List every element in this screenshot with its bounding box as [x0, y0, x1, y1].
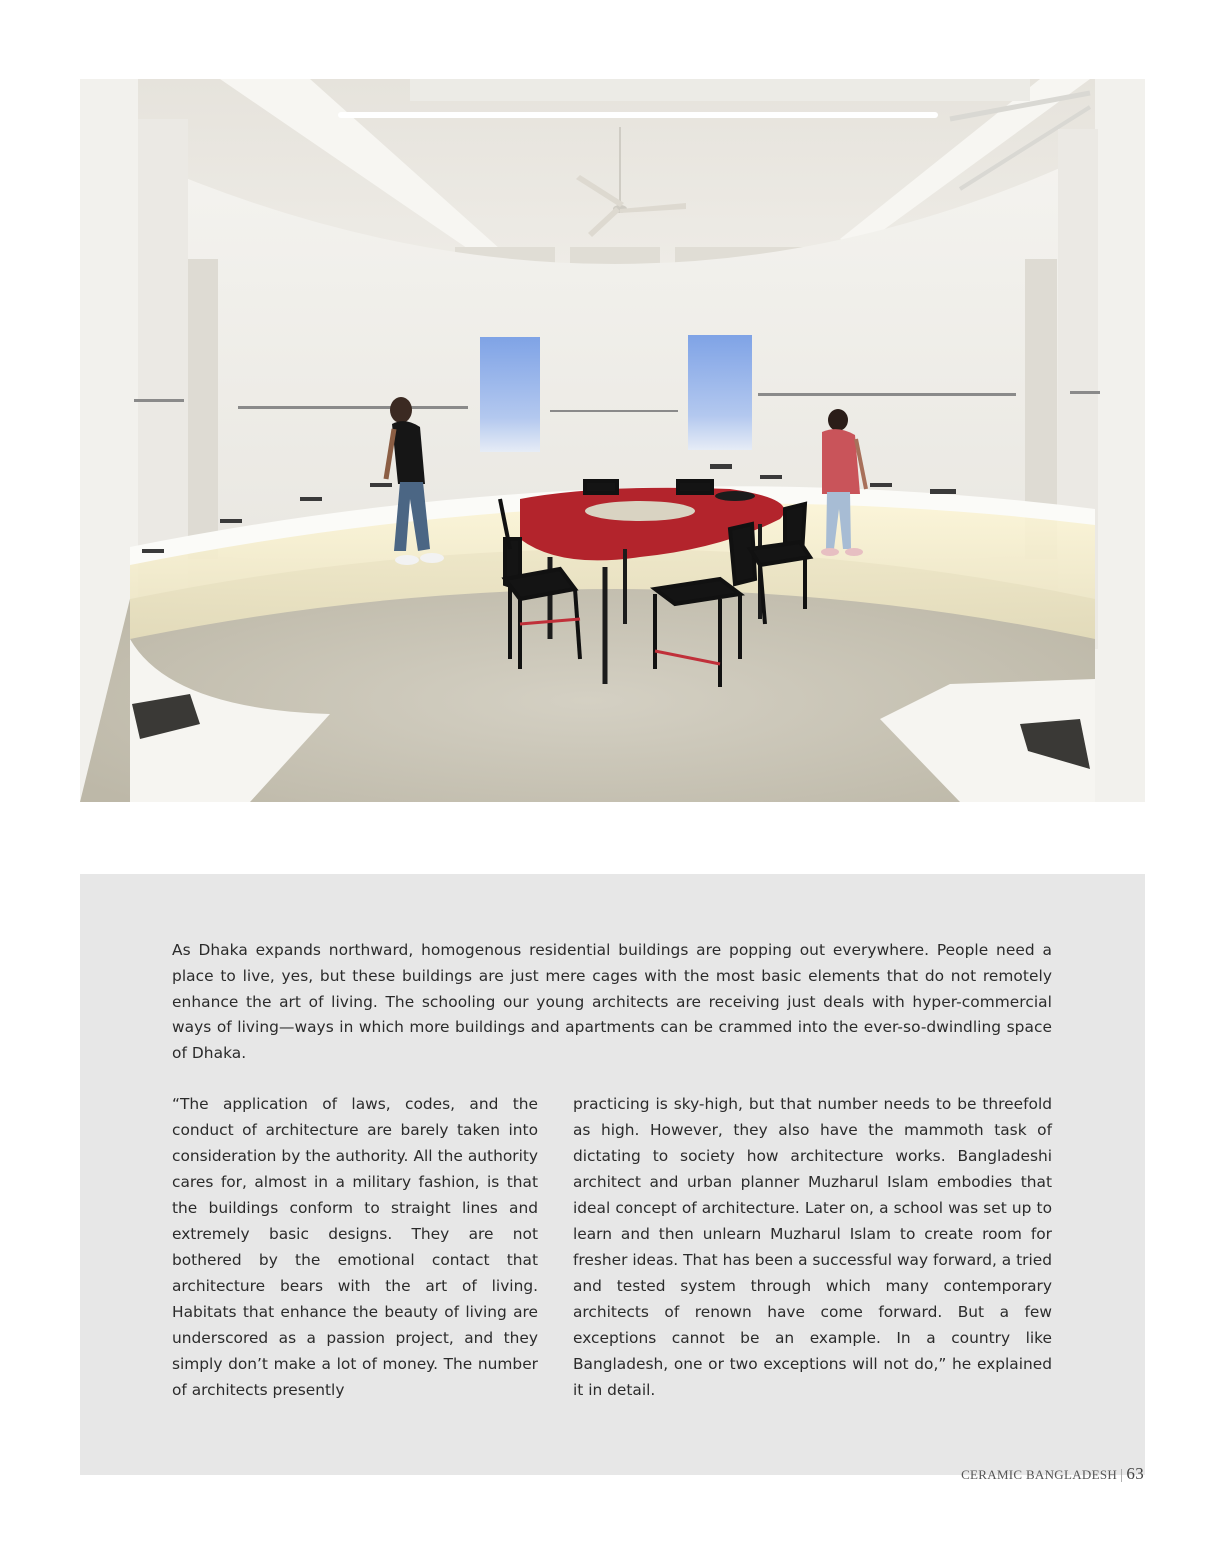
interior-photo-illustration [80, 79, 1145, 802]
wall-niche [188, 259, 218, 559]
pillar-right [1095, 79, 1145, 802]
intro-paragraph: As Dhaka expands northward, homogenous residential buildings are popping out everywhere. People need a place to live, yes, but these buildings are just mere cages with the most basic elements that do not remotely enhance the art of living. The schooling our young architects are receiving just deals with hyper-commercial ways of living—ways in which more buildings and apartments can be crammed into the ever-so-dwindling space of Dhaka. [172, 941, 1052, 1063]
quote-column-right: practicing is sky-high, but that number needs to be threefold as high. However, they also have the mammoth task of dictating to society how architecture works. Bangladeshi architect and urban planner Muzharul Islam embodies that ideal concept of architecture. Later on, a school was set up to learn and then unlearn Muzharul Islam to create room for fresher ideas. That has been a successful way forward, a tried and tested system through which many contemporary architects of renown have come forward. But a few exceptions cannot be an example. In a country like Bangladesh, one or two exceptions will not do,” he explained it in detail. [573, 1095, 1052, 1399]
window-left [480, 337, 540, 452]
quote-column-left: “The application of laws, codes, and the conduct of architecture are barely taken into consideration by the authority. All the authority cares for, almost in a military fashion, is that the buildings conform to straight lines and extremely basic designs. They are not bothered by the emotional contact that architecture bears with the art of living. Habitats that enhance the beauty of living are underscored as a passion project, and they simply don’t make a lot of money. The number of architects presently [172, 1095, 538, 1399]
window-right [688, 335, 752, 450]
page-number: 63 [1126, 1464, 1144, 1483]
page-footer [961, 1464, 1144, 1484]
publication-name: CERAMIC BANGLADESH [961, 1467, 1118, 1482]
ceiling-light-strip [338, 112, 938, 118]
ceiling-beam [410, 79, 1030, 101]
interior-photo [80, 79, 1145, 802]
footer-separator: | [1120, 1467, 1124, 1483]
article-panel [80, 874, 1145, 1475]
